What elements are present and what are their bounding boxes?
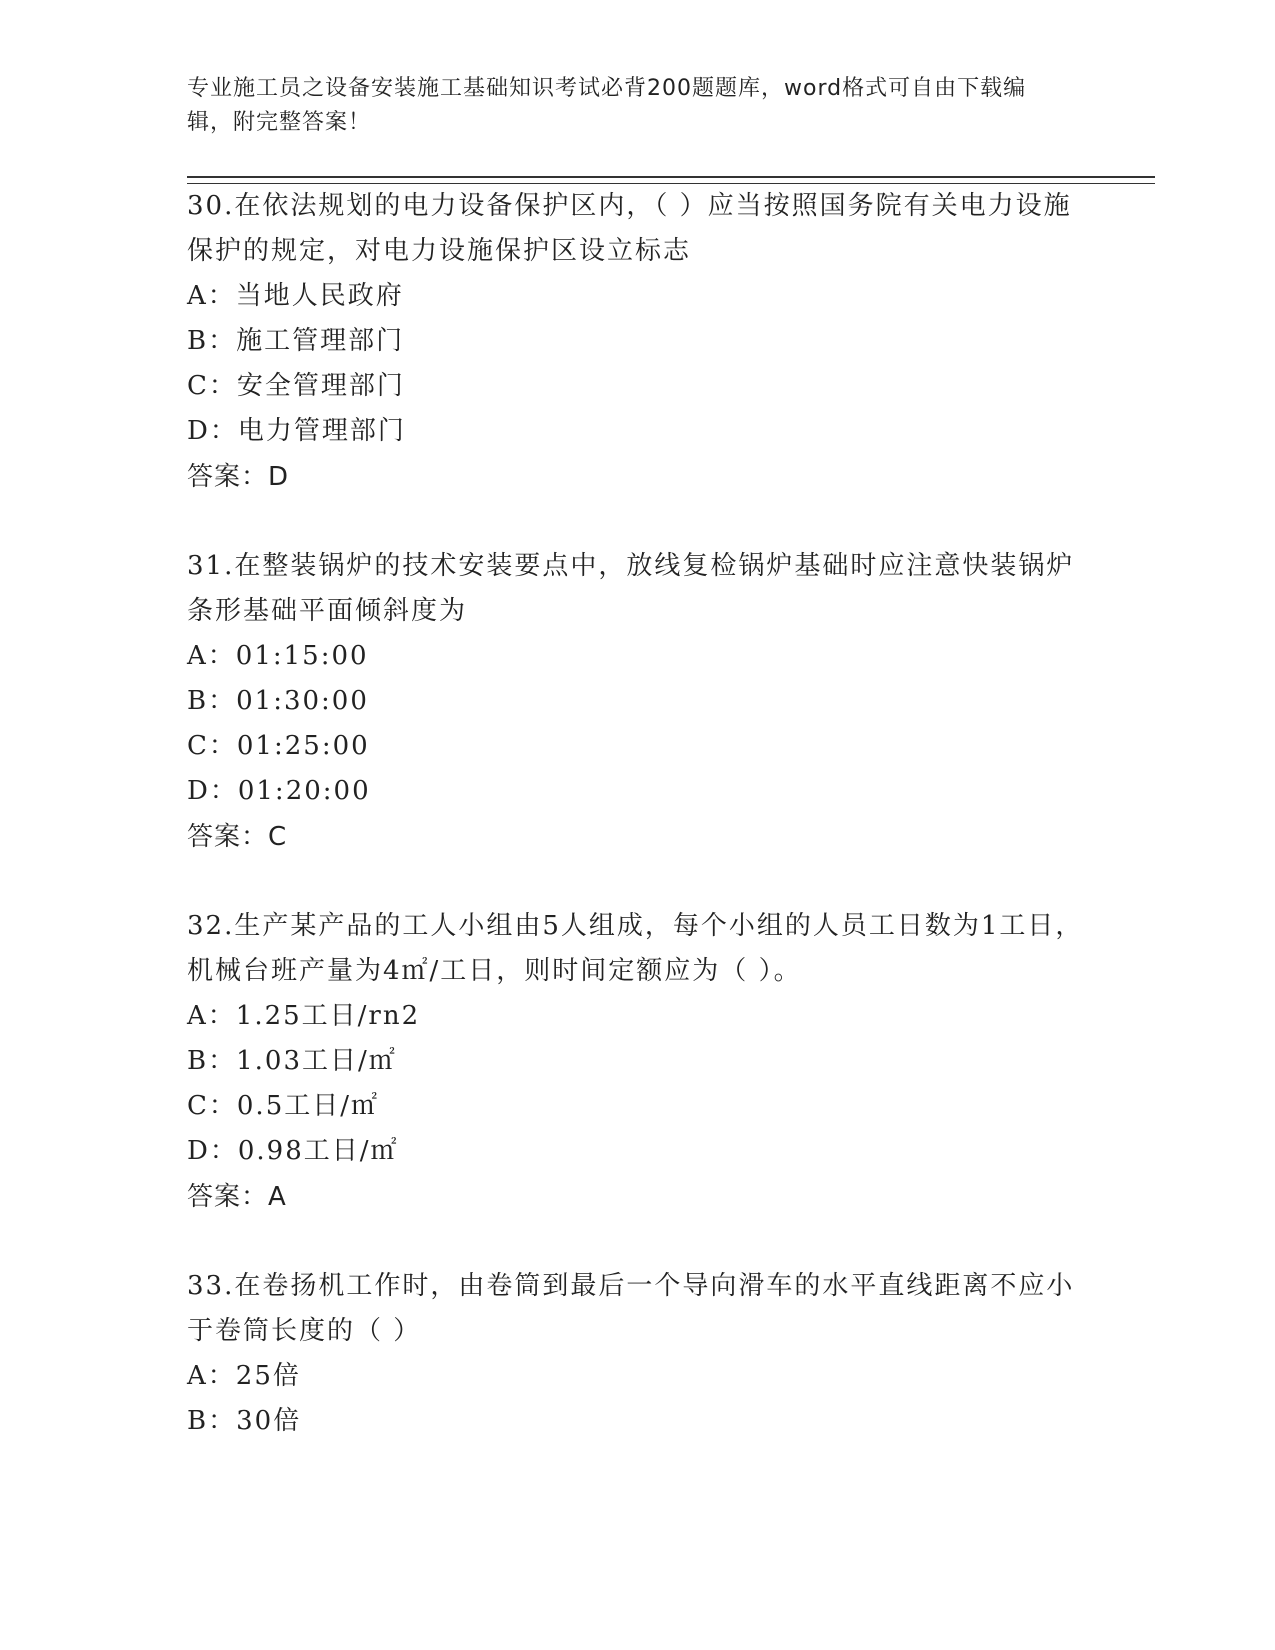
option-a: A：1.25工日/rn2 (187, 1001, 421, 1031)
option-a: A：01:15:00 (187, 641, 369, 671)
option-b: B：01:30:00 (187, 686, 369, 716)
question-stem: 31.在整装锅炉的技术安装要点中，放线复检锅炉基础时应注意快装锅炉条形基础平面倾斜度为 (187, 551, 1075, 626)
question-31 (187, 544, 1087, 860)
header-divider (187, 176, 1155, 184)
option-c: C：0.5工日/㎡ (187, 1091, 380, 1121)
question-33 (187, 1264, 1087, 1444)
option-d: D：0.98工日/㎡ (187, 1136, 399, 1166)
question-30 (187, 184, 1087, 500)
option-c: C：01:25:00 (187, 731, 370, 761)
answer-label: 答案：A (187, 1182, 287, 1212)
option-d: D：01:20:00 (187, 776, 371, 806)
question-stem: 33.在卷扬机工作时，由卷筒到最后一个导向滑车的水平直线距离不应小于卷筒长度的（ ） (187, 1271, 1075, 1346)
question-stem: 32.生产某产品的工人小组由5人组成，每个小组的人员工日数为1工日，机械台班产量为4㎡/工日，则时间定额应为（ ）。 (187, 911, 1084, 986)
option-a: A：25倍 (187, 1361, 301, 1391)
option-c: C：安全管理部门 (187, 371, 405, 401)
option-d: D：电力管理部门 (187, 416, 406, 446)
document-header: 专业施工员之设备安装施工基础知识考试必背200题题库，word格式可自由下载编辑，附完整答案！ (187, 76, 1027, 135)
option-a: A：当地人民政府 (187, 281, 404, 311)
answer-label: 答案：D (187, 462, 290, 492)
answer-label: 答案：C (187, 822, 288, 852)
option-b: B：30倍 (187, 1406, 302, 1436)
question-32 (187, 904, 1087, 1220)
question-stem: 30.在依法规划的电力设备保护区内，（ ）应当按照国务院有关电力设施保护的规定，对电力设施保护区设立标志 (187, 191, 1072, 266)
option-b: B：施工管理部门 (187, 326, 405, 356)
option-b: B：1.03工日/㎡ (187, 1046, 397, 1076)
